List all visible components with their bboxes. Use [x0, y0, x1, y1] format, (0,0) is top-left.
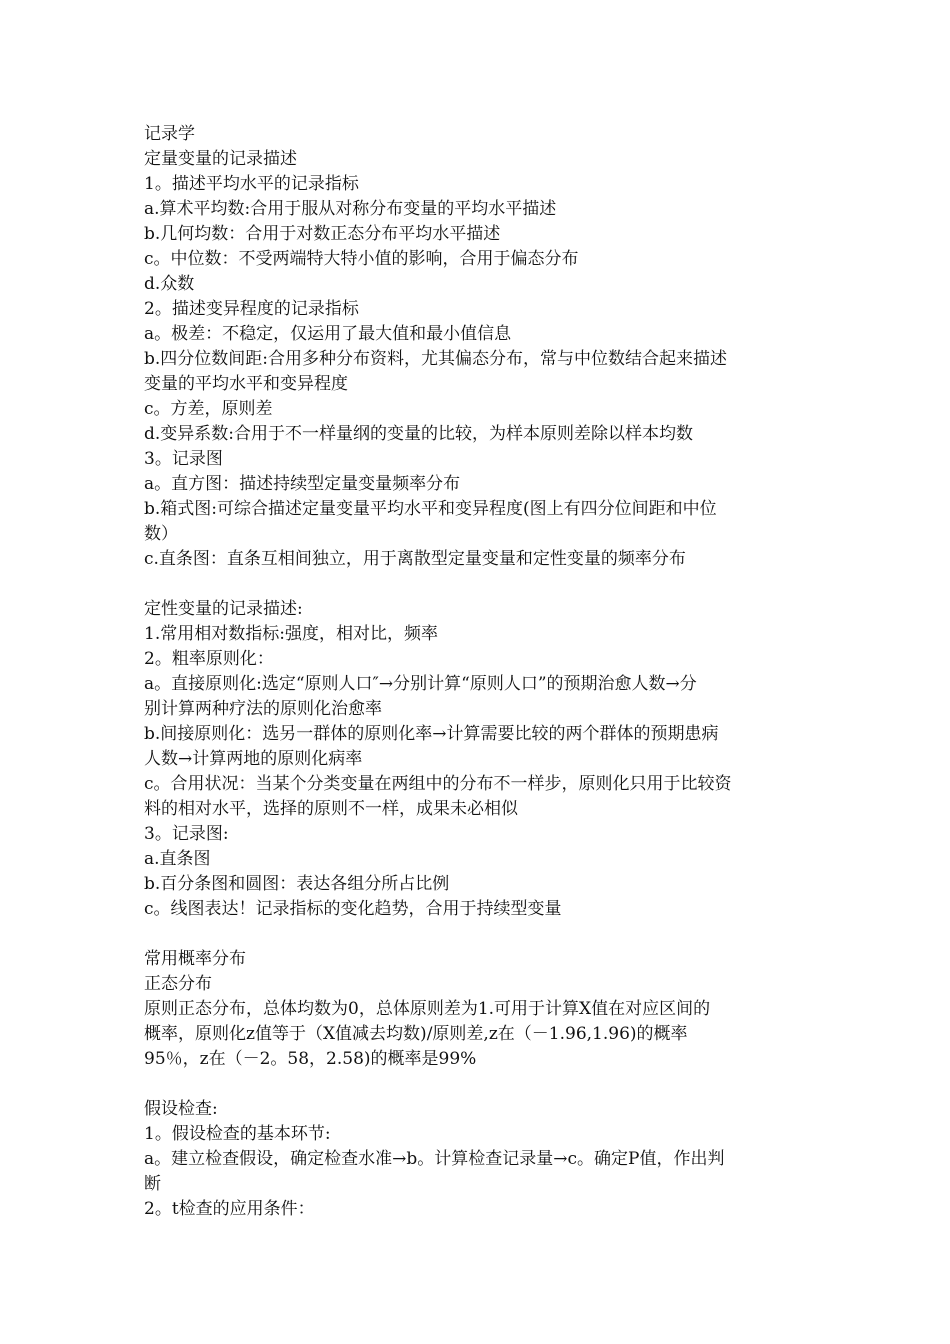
text-line: c.直条图：直条互相间独立，用于离散型定量变量和定性变量的频率分布 — [144, 549, 686, 569]
text-line: a。建立检查假设，确定检查水准→b。计算检查记录量→c。确定P值，作出判 — [144, 1149, 725, 1169]
text-line: 2。t检查的应用条件： — [144, 1199, 315, 1219]
text-line: 2。描述变异程度的记录指标 — [144, 299, 359, 319]
blank-line — [144, 1072, 812, 1097]
text-line: a。极差：不稳定，仅运用了最大值和最小值信息 — [144, 324, 512, 344]
text-line: 原则正态分布，总体均数为0，总体原则差为1.可用于计算X值在对应区间的 — [144, 999, 711, 1019]
text-line: 3。记录图: — [144, 824, 229, 844]
text-line: 1.常用相对数指标:强度，相对比，频率 — [144, 624, 438, 644]
text-line: c。线图表达！记录指标的变化趋势，合用于持续型变量 — [144, 899, 562, 919]
text-line: 记录学 — [144, 124, 195, 144]
text-line: 3。记录图 — [144, 449, 223, 469]
text-line: b.百分条图和圆图：表达各组分所占比例 — [144, 874, 450, 894]
text-line: 常用概率分布 — [144, 949, 246, 969]
text-line: b.箱式图:可综合描述定量变量平均水平和变异程度(图上有四分位间距和中位 — [144, 499, 717, 519]
text-line: 定量变量的记录描述 — [144, 149, 297, 169]
text-line: a。直接原则化:选定“原则人口″→分别计算“原则人口”的预期治愈人数→分 — [144, 674, 697, 694]
text-line: a。直方图：描述持续型定量变量频率分布 — [144, 474, 461, 494]
text-line: 料的相对水平，选择的原则不一样，成果未必相似 — [144, 799, 518, 819]
text-line: a.算术平均数:合用于服从对称分布变量的平均水平描述 — [144, 199, 557, 219]
text-line: 1。假设检查的基本环节: — [144, 1124, 331, 1144]
text-line: 别计算两种疗法的原则化治愈率 — [144, 699, 382, 719]
text-line: b.间接原则化：选另一群体的原则化率→计算需要比较的两个群体的预期患病 — [144, 724, 719, 744]
blank-line — [144, 922, 812, 947]
text-line: b.几何均数：合用于对数正态分布平均水平描述 — [144, 224, 501, 244]
text-line: a.直条图 — [144, 849, 211, 869]
text-line: 人数→计算两地的原则化病率 — [144, 749, 363, 769]
text-line: c。方差，原则差 — [144, 399, 273, 419]
text-line: 断 — [144, 1174, 161, 1194]
text-line: d.变异系数:合用于不一样量纲的变量的比较，为样本原则差除以样本均数 — [144, 424, 694, 444]
text-line: 假设检查: — [144, 1099, 218, 1119]
text-line: 概率，原则化z值等于（X值减去均数)/原则差,z在（－1.96,1.96)的概率 — [144, 1024, 688, 1044]
text-line: c。中位数：不受两端特大特小值的影响，合用于偏态分布 — [144, 249, 579, 269]
text-line: d.众数 — [144, 274, 195, 294]
text-line: 1。描述平均水平的记录指标 — [144, 174, 359, 194]
text-line: 数） — [144, 524, 178, 544]
text-line: c。合用状况：当某个分类变量在两组中的分布不一样步，原则化只用于比较资 — [144, 774, 732, 794]
text-line: 正态分布 — [144, 974, 212, 994]
blank-line — [144, 572, 812, 597]
document-body — [144, 122, 812, 1222]
text-line: 2。粗率原则化： — [144, 649, 274, 669]
text-line: 变量的平均水平和变异程度 — [144, 374, 348, 394]
text-line: 定性变量的记录描述: — [144, 599, 303, 619]
text-line: 95％，z在（－2。58，2.58)的概率是99% — [144, 1049, 477, 1069]
text-line: b.四分位数间距:合用多种分布资料，尤其偏态分布，常与中位数结合起来描述 — [144, 349, 728, 369]
